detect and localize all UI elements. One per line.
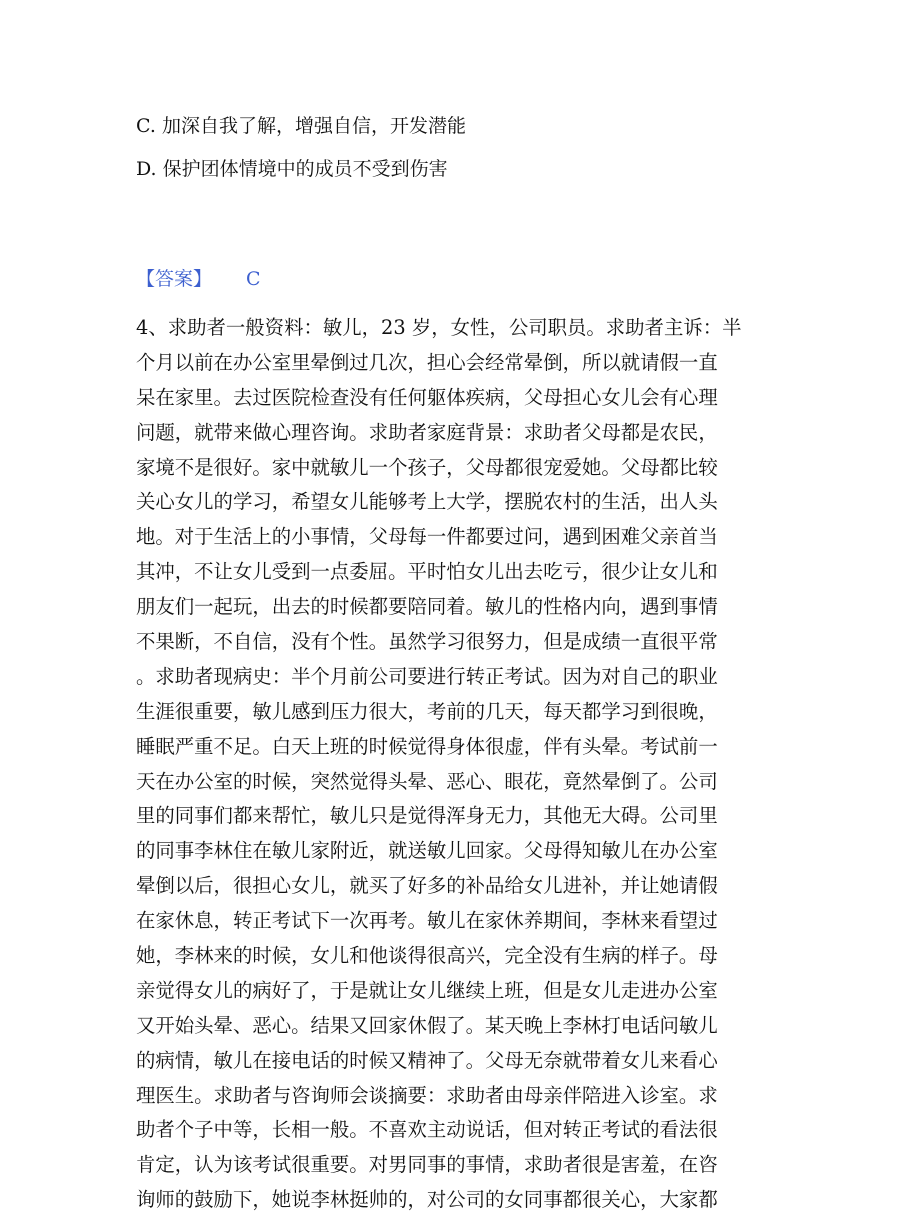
option-c: C. 加深自我了解，增强自信，开发潜能 xyxy=(136,115,466,137)
paragraph-line: 地。对于生活上的小事情，父母每一件都要过问，遇到困难父亲首当 xyxy=(136,525,718,549)
paragraph-line: 询师的鼓励下，她说李林挺帅的，对公司的女同事都很关心，大家都 xyxy=(136,1188,718,1212)
paragraph-line: 又开始头晕、恶心。结果又回家休假了。某天晚上李林打电话问敏儿 xyxy=(136,1013,718,1037)
paragraph-line: 里的同事们都来帮忙，敏儿只是觉得浑身无力，其他无大碍。公司里 xyxy=(136,804,718,828)
paragraph-line: 不果断，不自信，没有个性。虽然学习很努力，但是成绩一直很平常 xyxy=(136,630,718,654)
paragraph-line: 家境不是很好。家中就敏儿一个孩子，父母都很宠爱她。父母都比较 xyxy=(136,455,718,479)
paragraph-line: 肯定，认为该考试很重要。对男同事的事情，求助者很是害羞，在咨 xyxy=(136,1153,718,1177)
paragraph-line: 个月以前在办公室里晕倒过几次，担心会经常晕倒，所以就请假一直 xyxy=(136,350,718,374)
paragraph-line: 生涯很重要，敏儿感到压力很大，考前的几天，每天都学习到很晚， xyxy=(136,699,718,723)
paragraph-line: 朋友们一起玩，出去的时候都要陪同着。敏儿的性格内向，遇到事情 xyxy=(136,595,718,619)
paragraph-line: 她，李林来的时候，女儿和他谈得很高兴，完全没有生病的样子。母 xyxy=(136,944,718,968)
answer-value: C xyxy=(246,268,261,290)
paragraph-line: 睡眠严重不足。白天上班的时候觉得身体很虚，伴有头晕。考试前一 xyxy=(136,734,718,758)
paragraph-line: 的同事李林住在敏儿家附近，就送敏儿回家。父母得知敏儿在办公室 xyxy=(136,839,718,863)
paragraph-line: 天在办公室的时候，突然觉得头晕、恶心、眼花，竟然晕倒了。公司 xyxy=(136,769,718,793)
option-d: D. 保护团体情境中的成员不受到伤害 xyxy=(136,158,448,180)
paragraph-line: 助者个子中等，长相一般。不喜欢主动说话，但对转正考试的看法很 xyxy=(136,1118,718,1142)
answer-line xyxy=(136,266,261,292)
paragraph-line: 呆在家里。去过医院检查没有任何躯体疾病，父母担心女儿会有心理 xyxy=(136,385,718,409)
paragraph-line: 亲觉得女儿的病好了，于是就让女儿继续上班，但是女儿走进办公室 xyxy=(136,978,718,1002)
question-4-paragraph xyxy=(136,311,776,1218)
paragraph-line: 。求助者现病史：半个月前公司要进行转正考试。因为对自己的职业 xyxy=(136,664,718,688)
paragraph-line: 理医生。求助者与咨询师会谈摘要：求助者由母亲伴陪进入诊室。求 xyxy=(136,1083,718,1107)
paragraph-line: 的病情，敏儿在接电话的时候又精神了。父母无奈就带着女儿来看心 xyxy=(136,1048,718,1072)
paragraph-line: 在家休息，转正考试下一次再考。敏儿在家休养期间，李林来看望过 xyxy=(136,909,718,933)
paragraph-line: 其冲，不让女儿受到一点委屈。平时怕女儿出去吃亏，很少让女儿和 xyxy=(136,560,718,584)
answer-label: 【答案】 xyxy=(136,268,213,290)
paragraph-line: 晕倒以后，很担心女儿，就买了好多的补品给女儿进补，并让她请假 xyxy=(136,874,718,898)
paragraph-line: 4、求助者一般资料：敏儿，23 岁，女性，公司职员。求助者主诉：半 xyxy=(136,316,742,339)
paragraph-line: 关心女儿的学习，希望女儿能够考上大学，摆脱农村的生活，出人头 xyxy=(136,490,718,514)
paragraph-line: 问题，就带来做心理咨询。求助者家庭背景：求助者父母都是农民， xyxy=(136,420,718,444)
